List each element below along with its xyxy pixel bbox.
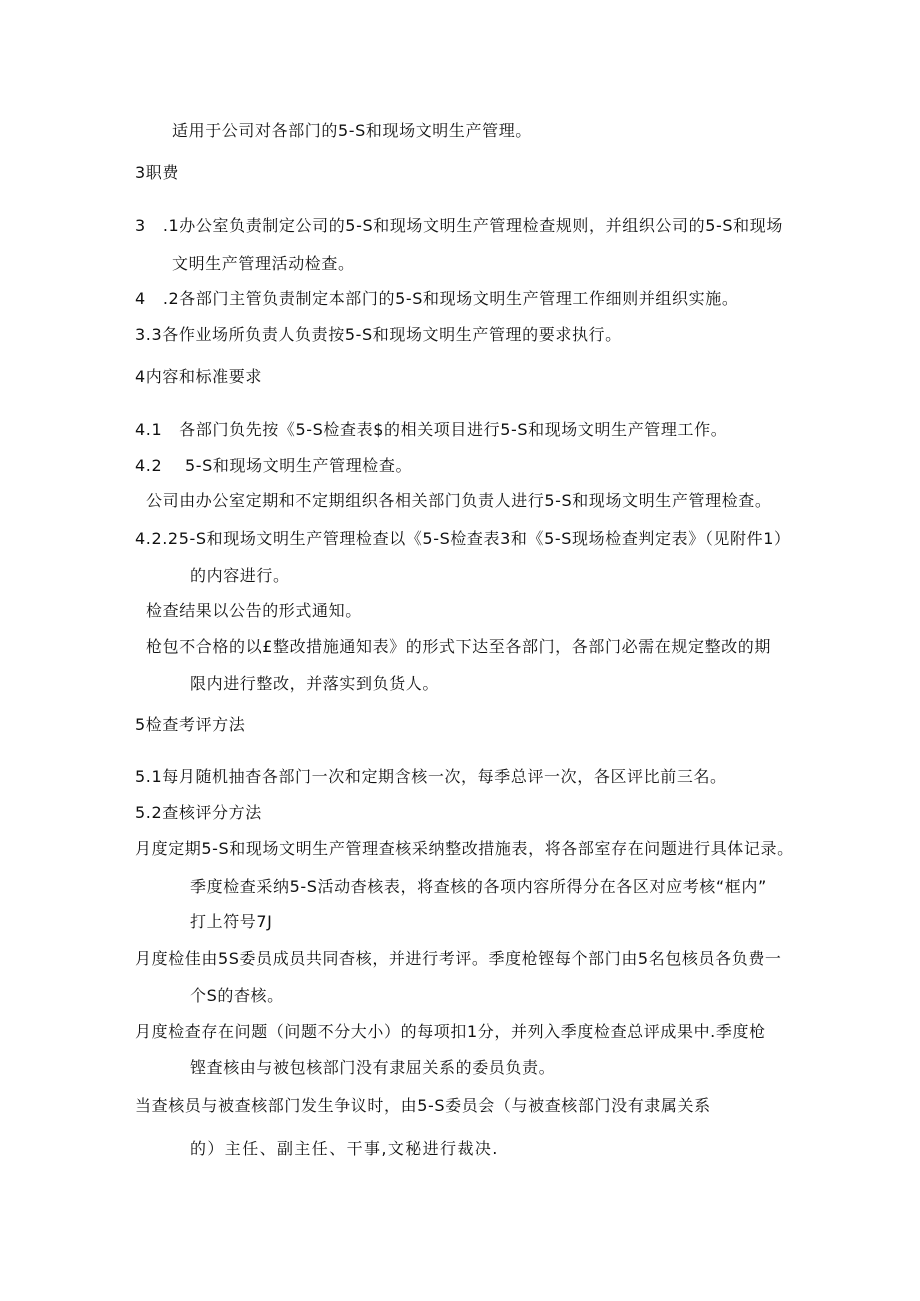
scope-text: 适用于公司对各部门的5-S和现场文明生产管理。	[172, 121, 532, 140]
clause-5-2-5: 当查核员与被查核部门发生争议时，由5-S委员会（与被查核部门没有隶属关系	[135, 1096, 711, 1115]
clause-4-2-3: 检查结果以公告的形式通知。	[146, 601, 362, 620]
clause-5-2-5-cont: 的）主任、副主任、干事,文秘进行裁决.	[190, 1139, 499, 1158]
clause-5-2: 5.2查核评分方法	[135, 803, 262, 822]
clause-5-2-4-cont: 铿査核由与被包核部门没有隶屈关系的委员负责。	[190, 1058, 556, 1077]
section-3-heading: 3职费	[135, 163, 179, 182]
clause-4-2: 4.2 5-S和现场文明生产管理检查。	[135, 456, 413, 475]
clause-3-2: 4 .2各部门主管负责制定本部门的5-S和现场文明生产管理工作细则并组织实施。	[135, 289, 739, 308]
clause-5-2-4: 月度检查存在问题（问题不分大小）的每项扣1分，并列入季度检查总评成果中.季度枪	[135, 1022, 766, 1041]
clause-3-1-cont: 文明生产管理活动检查。	[172, 254, 355, 273]
clause-4-2-2: 4.2.25-S和现场文明生产管理检查以《5-S检查表3和《5-S现场检查判定表》（见附件1）	[135, 529, 791, 548]
clause-4-2-2-cont: 的内容进行。	[190, 566, 290, 585]
section-4-heading: 4内容和标准要求	[135, 367, 262, 386]
clause-4-1: 4.1 各部门负先按《5-S检查表$的相关项目进行5-S和现场文明生产管理工作。	[135, 420, 728, 439]
clause-5-2-1: 月度定期5-S和现场文明生产管理查核采纳整改措施表，将各部室存在问题进行具体记录。	[135, 839, 794, 858]
clause-4-2-1: 公司由办公室定期和不定期组织各相关部门负责人进行5-S和现场文明生产管理检查。	[146, 491, 772, 510]
clause-4-2-4: 枪包不合格的以£整改措施通知表》的形式下达至各部门，各部门必需在规定整改的期	[146, 637, 771, 656]
clause-4-2-4-cont: 限内进行整改，并落实到负货人。	[190, 674, 440, 693]
clause-3-3: 3.3各作业场所负责人负责按5-S和现场文明生产管理的要求执行。	[135, 325, 622, 344]
clause-5-1: 5.1每月随机抽杳各部门一次和定期含核一次，每季总评一次，各区评比前三名。	[135, 767, 727, 786]
clause-5-2-3: 月度检佳由5S委员成员共同杳核，并进行考评。季度枪铿每个部门由5名包核员各负费一	[135, 949, 782, 968]
clause-5-2-3-cont: 个S的杳核。	[190, 986, 284, 1005]
section-5-heading: 5检查考评方法	[135, 715, 246, 734]
clause-5-2-2-cont: 打上符号7J	[190, 912, 273, 931]
clause-3-1: 3 .1办公室负责制定公司的5-S和现场文明生产管理检查规则，并组织公司的5-S和现场	[135, 216, 783, 235]
clause-5-2-2: 季度检查采纳5-S活动杳核表，将查核的各项内容所得分在各区对应考核“框内”	[190, 877, 767, 896]
